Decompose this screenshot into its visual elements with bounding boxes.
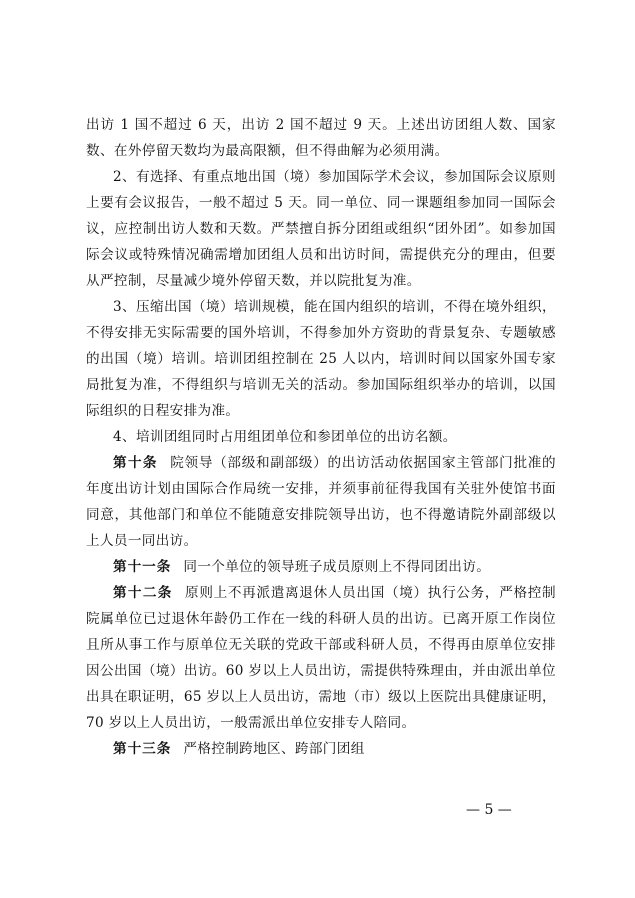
- page-number: — 5 —: [466, 802, 512, 818]
- article-10-heading: 第十条: [113, 455, 158, 471]
- paragraph-3: [86, 294, 556, 424]
- paragraph-3-text: 3、压缩出国（境）培训规模，能在国内组织的培训，不得在境外组织，不得安排无实际需要的国外培训，不得参加外方资助的背景复杂、专题敏感的出国（境）培训。培训团组控制在 25 人以内，培训时间以国家外国专家局批复为准，不得组织与培训无关的活动。参加国际组织举办的培训，以国际组织的日程安排为准。: [86, 299, 556, 419]
- article-10: [86, 450, 556, 554]
- paragraph-2: [86, 164, 556, 294]
- article-11-heading: 第十一条: [113, 559, 172, 575]
- paragraph-1-text: 出访 1 国不超过 6 天，出访 2 国不超过 9 天。上述出访团组人数、国家数、在外停留天数均为最高限额，但不得曲解为必须用满。: [86, 117, 556, 159]
- article-12: [86, 580, 556, 736]
- body-text: [86, 112, 556, 762]
- paragraph-2-text: 2、有选择、有重点地出国（境）参加国际学术会议，参加国际会议原则上要有会议报告，一般不超过 5 天。同一单位、同一课题组参加同一国际会议，应控制出访人数和天数。严禁擅自拆分团组或组织“团外团”。如参加国际会议或特殊情况确需增加团组人员和出访时间，需提供充分的理由，但要从严控制，尽量减少境外停留天数，并以院批复为准。: [86, 169, 556, 289]
- paragraph-1: [86, 112, 556, 164]
- article-13: [86, 736, 556, 762]
- article-10-text: 院领导（部级和副部级）的出访活动依据国家主管部门批准的年度出访计划由国际合作局统一安排，并须事前征得我国有关驻外使馆书面同意，其他部门和单位不能随意安排院领导出访，也不得邀请院外副部级以上人员一同出访。: [86, 455, 556, 549]
- paragraph-4: [86, 424, 556, 450]
- article-12-text: 原则上不再派遣离退休人员出国（境）执行公务，严格控制院属单位已过退休年龄仍工作在一线的科研人员的出访。已离开原工作岗位且所从事工作与原单位无关联的党政干部或科研人员，不得再由原单位安排因公出国（境）出访。60 岁以上人员出访，需提供特殊理由，并由派出单位出具在职证明，65 岁以上人员出访，需地（市）级以上医院出具健康证明，70 岁以上人员出访，一般需派出单位安排专人陪同。: [86, 585, 556, 731]
- article-11-text: 同一个单位的领导班子成员原则上不得同团出访。: [183, 559, 491, 575]
- article-11: [86, 554, 556, 580]
- paragraph-4-text: 4、培训团组同时占用组团单位和参团单位的出访名额。: [113, 429, 457, 445]
- article-13-heading: 第十三条: [113, 741, 172, 757]
- article-12-heading: 第十二条: [113, 585, 173, 601]
- article-13-text: 严格控制跨地区、跨部门团组: [183, 741, 365, 757]
